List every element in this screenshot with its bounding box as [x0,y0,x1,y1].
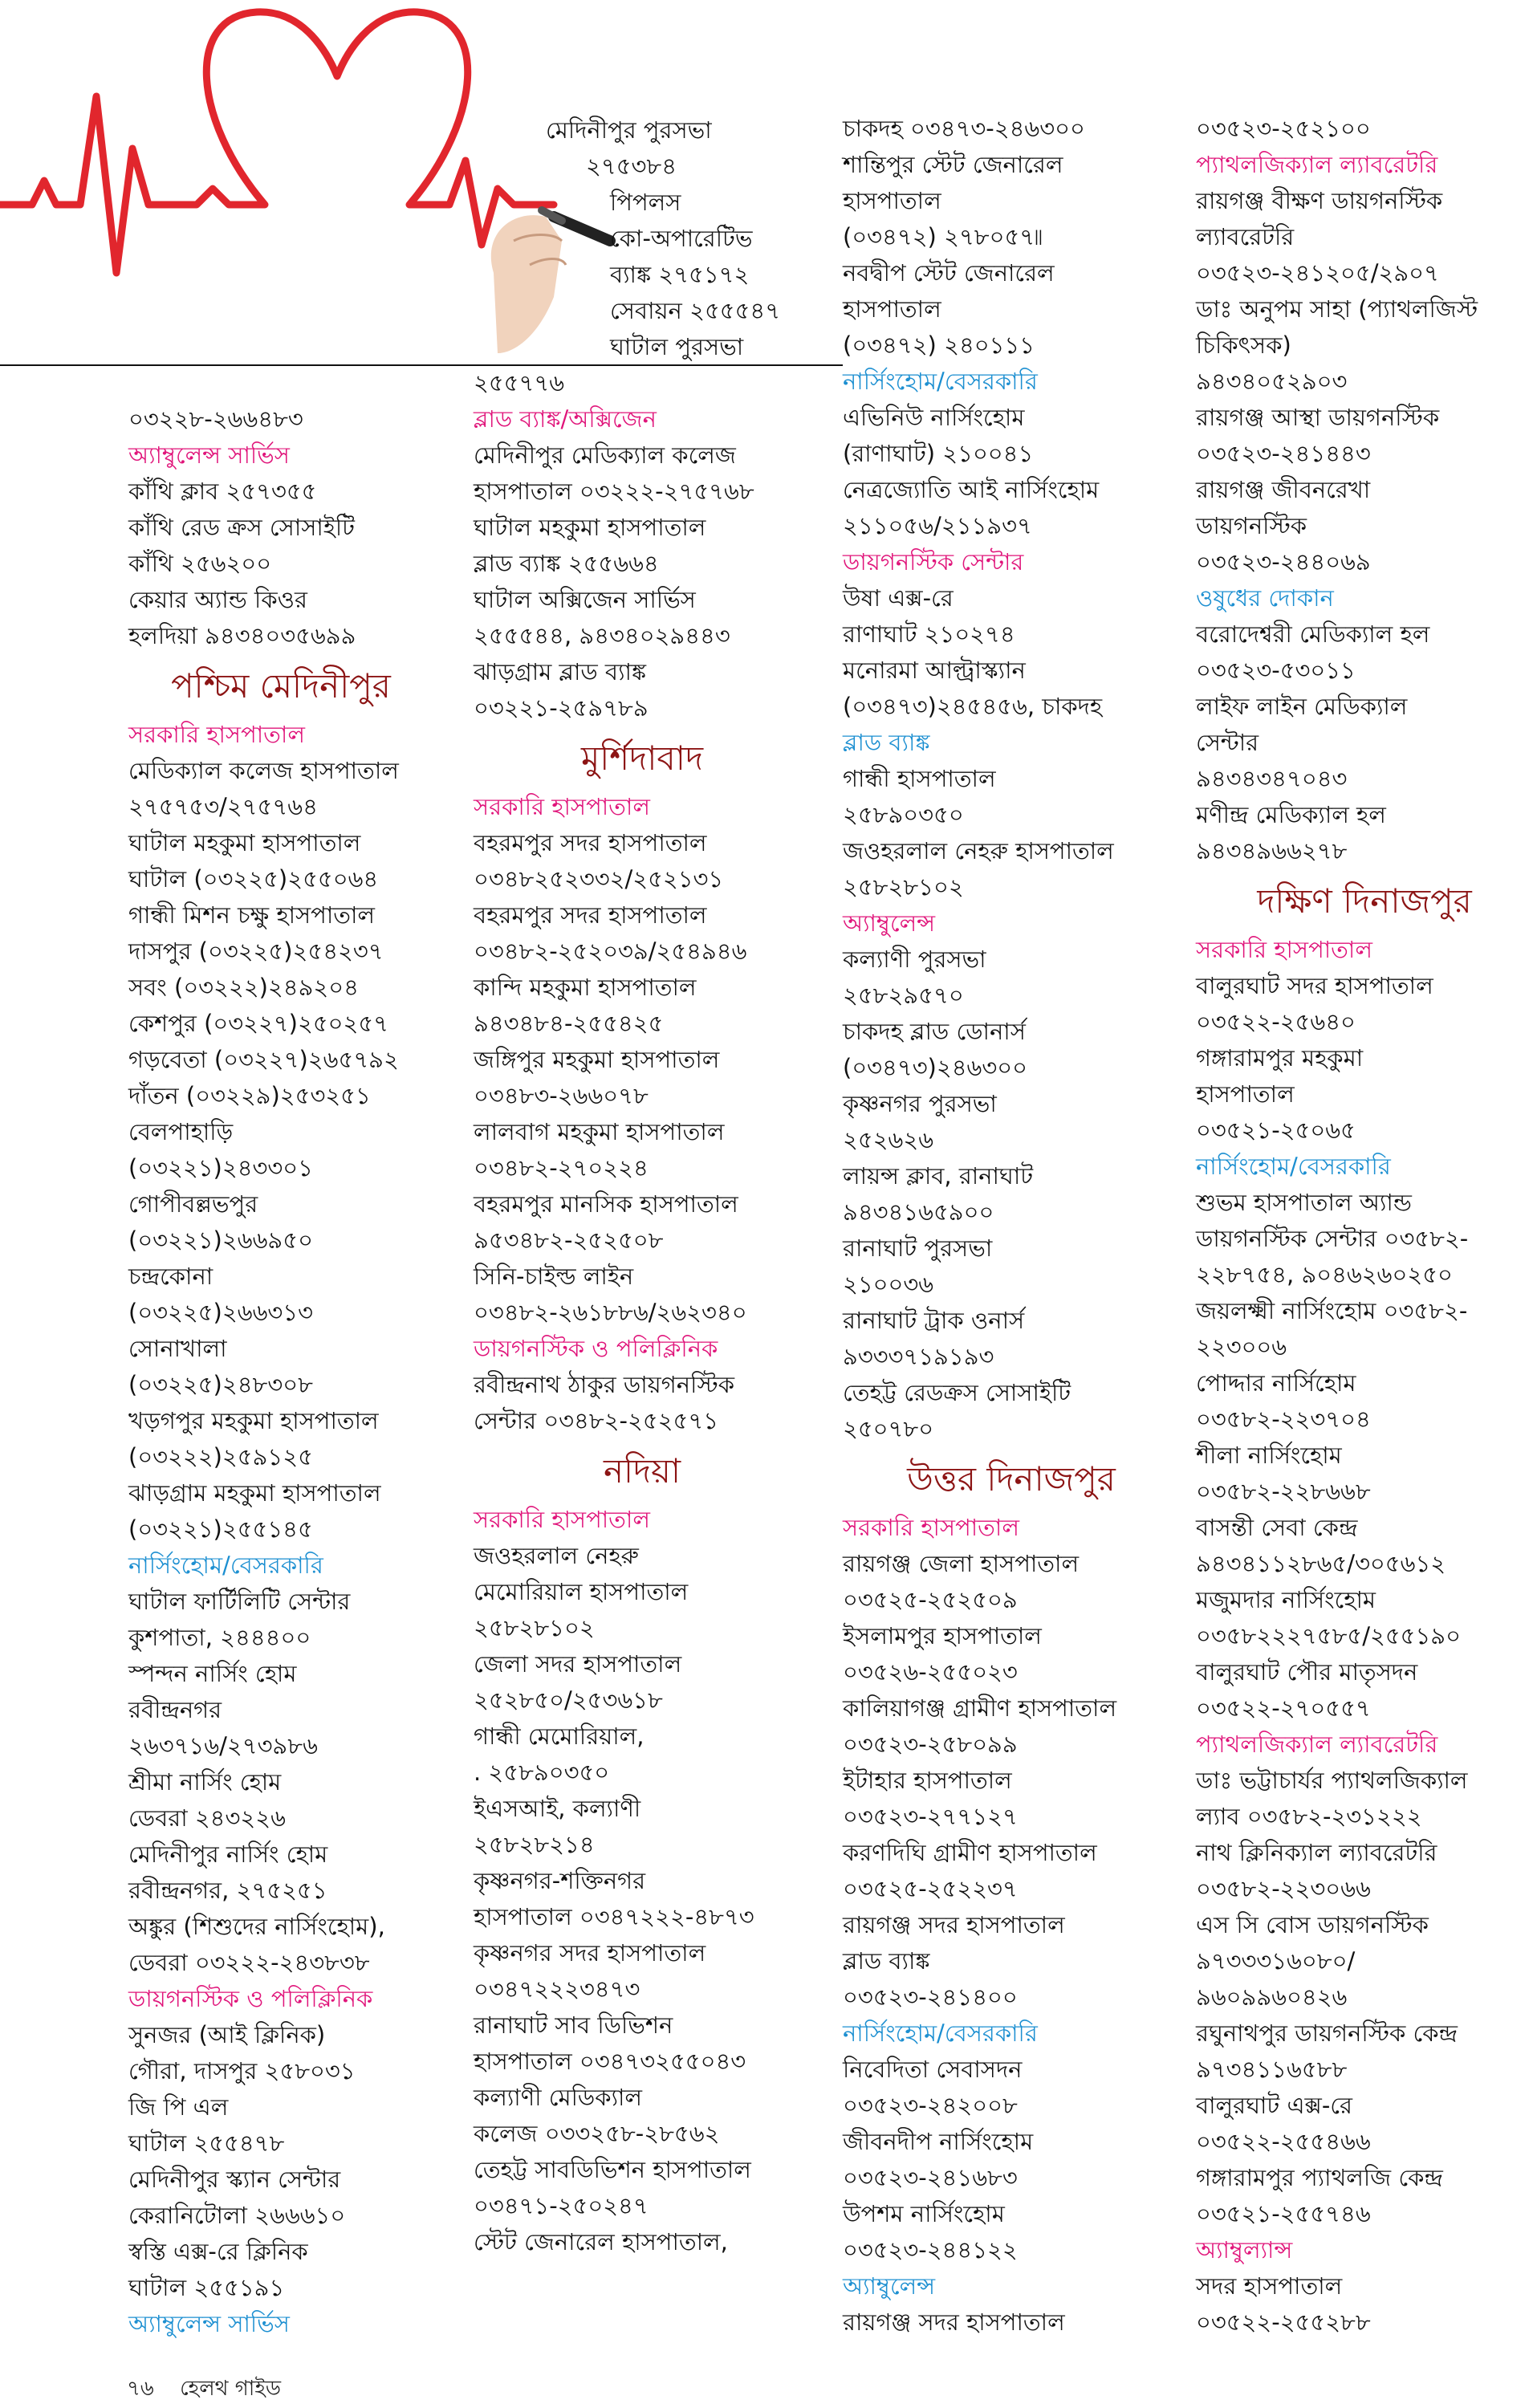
list-item: ০৩৫২৩-৫৩০১১ [1196,657,1356,684]
list-item: ২১১০৫৬/২১১৯৩৭ [843,512,1032,539]
column-3 [843,111,1180,2341]
list-item: দাসপুর (০৩২২৫)২৫৪২৩৭ [128,938,384,965]
list-item: ইএসআই, কল্যাণী [474,1795,641,1822]
list-item: ০৩৪৮৩-২৬৬০৭৮ [474,1082,649,1109]
list-item: সেবায়ন ২৫৫৫৪৭ [610,297,781,324]
list-item: স্টেট জেনারেল হাসপাতাল, [474,2228,728,2255]
list-item: ২৫৮৯০৩৫০ [843,801,964,828]
list-item: ২২৩০০৬ [1196,1333,1287,1361]
list-item: লালবাগ মহকুমা হাসপাতাল [474,1118,725,1145]
list-item: ২৭৫৩৮৪ [586,153,677,180]
list-item: ০৩৫৮২২২৭৫৮৫/২৫৫১৯০ [1196,1622,1461,1649]
section-heading: নার্সিংহোম/বেসরকারি [1196,1153,1391,1180]
list-item: তেহট্ট সাবডিভিশন হাসপাতাল [474,2156,751,2183]
section-heading: সরকারি হাসপাতাল [474,793,650,820]
list-item: খড়গপুর মহকুমা হাসপাতাল [128,1407,379,1434]
list-item: ব্যাঙ্ক ২৭৫১৭২ [610,261,750,288]
list-item: ঘাটাল অক্সিজেন সার্ভিস [474,586,696,613]
list-item: রায়গঞ্জ জেলা হাসপাতাল [843,1550,1080,1577]
list-item: রায়গঞ্জ আস্থা ডায়গনস্টিক [1196,404,1440,431]
list-item: লায়ন্স ক্লাব, রানাঘাট [843,1162,1034,1190]
list-item: ডায়গনস্টিক [1196,512,1307,539]
list-item: ০৩৫২৩-২৫৮০৯৯ [843,1731,1018,1758]
district-heading: মুর্শিদাবাদ [580,738,704,778]
section-heading: নার্সিংহোম/বেসরকারি [843,368,1038,395]
publication-title: হেলথ গাইড [180,2377,282,2401]
column-2 [474,365,811,2260]
list-item: ০৩৪৮২-২৬১৮৮৬/২৬২৩৪০ [474,1299,747,1326]
list-item: কল্যাণী মেডিক্যাল [474,2084,642,2111]
list-item: ২৫২৬২৬ [843,1126,934,1153]
list-item: সদর হাসপাতাল [1196,2272,1343,2300]
list-item: তেহট্ট রেডক্রস সোসাইটি [843,1379,1071,1406]
list-item: ৯৪৩৪৩৪৭০৪৩ [1196,765,1348,792]
section-heading: ডায়গনস্টিক ও পলিক্লিনিক [474,1335,718,1362]
list-item: রায়গঞ্জ জীবনরেখা [1196,476,1371,503]
list-item: ডেবরা ২৪৩২২৬ [128,1804,286,1832]
list-item: কেশপুর (০৩২২৭)২৫০২৫৭ [128,1010,389,1037]
column-1 [128,401,433,2342]
list-item: ২৭৫৭৫৩/২৭৫৭৬৪ [128,793,318,820]
list-item: সবং (০৩২২২)২৪৯২০৪ [128,974,359,1001]
list-item: ৯৭৩৪১১৬৫৮৮ [1196,2056,1348,2083]
list-item: ২৬৩৭১৬/২৭৩৯৮৬ [128,1732,318,1759]
list-item: ৯৩৩৩৭১৯১৯৩ [843,1343,994,1370]
list-item: (০৩২২১)২৪৩৩০১ [128,1154,313,1182]
list-item: ৯৪৩৪৮৪-২৫৫৪২৫ [474,1010,664,1037]
list-item: হলদিয়া ৯৪৩৪০৩৫৬৯৯ [128,622,356,649]
section-heading: নার্সিংহোম/বেসরকারি [128,1552,323,1579]
list-item: কৃষ্ণনগর-শক্তিনগর [474,1867,646,1894]
list-item: ২৫৮২৮১০২ [474,1614,595,1641]
list-item: ২২৮৭৫৪, ৯০৪৬২৬০২৫০ [1196,1261,1453,1288]
list-item: ০৩৫২৩-২৫২১০০ [1196,115,1371,142]
list-item: রায়গঞ্জ সদর হাসপাতাল [843,1911,1065,1938]
list-item: মেদিনীপুর নার্সিং হোম [128,1841,328,1868]
list-item: হাসপাতাল [843,187,941,214]
list-item: ৯৫৩৪৮২-২৫২৫০৮ [474,1226,664,1254]
list-item: কাঁথি ২৫৬২০০ [128,550,272,577]
section-heading: সরকারি হাসপাতাল [1196,936,1372,963]
list-item: ডেবরা ০৩২২২-২৪৩৮৩৮ [128,1949,370,1976]
list-item: ০৩৫২২-২৭০৫৫৭ [1196,1694,1371,1722]
list-item: (০৩২২৫)২৬৬৩১৩ [128,1299,313,1326]
list-item: ০৩৫২৩-২৪৪১২২ [843,2236,1018,2264]
list-item: ব্লাড ব্যাঙ্ক [843,1947,930,1975]
list-item: জওহরলাল নেহরু হাসপাতাল [843,837,1114,864]
list-item: জেলা সদর হাসপাতাল [474,1650,682,1678]
list-item: বাসন্তী সেবা কেন্দ্র [1196,1514,1358,1541]
list-item: রানাঘাট ট্রাক ওনার্স [843,1307,1025,1334]
list-item: ২১০০৩৬ [843,1271,934,1298]
list-item: স্বস্তি এক্স-রে ক্লিনিক [128,2238,308,2265]
heart-pulse-art [0,0,923,377]
list-item: ল্যাব ০৩৫৮২-২৩১২২২ [1196,1803,1422,1830]
list-item: কলেজ ০৩৩২৫৮-২৮৫৬২ [474,2120,720,2147]
list-item: কৃষ্ণনগর পুরসভা [843,1090,997,1117]
list-item: ডাঃ ভট্টাচার্যর প্যাথলজিক্যাল [1196,1767,1468,1794]
list-item: ০৩৪৭১-২৫০২৪৭ [474,2192,649,2219]
section-heading: ব্লাড ব্যাঙ্ক [843,729,930,756]
list-item: গান্ধী মিশন চক্ষু হাসপাতাল [128,901,376,929]
list-item: ০৩৫২৩-২৪১৪৪৩ [1196,440,1371,467]
list-item: দাঁতন (০৩২২৯)২৫৩২৫১ [128,1082,371,1109]
section-heading: সরকারি হাসপাতাল [128,721,305,748]
section-heading: প্যাথলজিক্যাল ল্যাবরেটরি [1196,151,1438,178]
list-item: জয়লক্ষ্মী নার্সিংহোম ০৩৫৮২- [1196,1297,1468,1324]
list-item: ২৫৫৫৪৪, ৯৪৩৪০২৯৪৪৩ [474,622,730,649]
section-heading: ডায়গনস্টিক ও পলিক্লিনিক [128,1985,373,2012]
list-item: রায়গঞ্জ সদর হাসপাতাল [843,2308,1065,2336]
list-item: গৌরা, দাসপুর ২৫৮০৩১ [128,2057,356,2085]
list-item: ৯৪৩৪১১২৮৬৫/৩০৫৬১২ [1196,1550,1446,1577]
list-item: ০৩৫৮২-২২৩০৬৬ [1196,1875,1371,1902]
list-item: ব্লাড ব্যাঙ্ক ২৫৫৬৬৪ [474,550,659,577]
list-item: ২৫৮২৮২১৪ [474,1831,595,1858]
page-footer [127,2372,281,2407]
list-item: ২৫৮২৮১০২ [843,873,964,901]
list-item: অঙ্কুর (শিশুদের নার্সিংহোম), [128,1913,385,1940]
list-item: কান্দি মহকুমা হাসপাতাল [474,974,697,1001]
list-item: ০৩৫২২-২৫৫৪৬৬ [1196,2128,1371,2155]
section-heading: সরকারি হাসপাতাল [843,1514,1019,1541]
list-item: কৃষ্ণনগর সদর হাসপাতাল [474,1939,706,1967]
list-item: ০৩৫২১-২৫০৬৫ [1196,1117,1356,1144]
list-item: ০৩২২১-২৫৯৭৮৯ [474,694,649,722]
district-heading: পশ্চিম মেদিনীপুর [171,666,391,706]
list-item: কেয়ার অ্যান্ড কিওর [128,586,307,613]
list-item: কল্যাণী পুরসভা [843,946,986,973]
list-item: ডায়গনস্টিক সেন্টার ০৩৫৮২- [1196,1225,1469,1252]
list-item: মেডিক্যাল কলেজ হাসপাতাল [128,757,399,784]
list-item: হাসপাতাল [1196,1080,1295,1108]
list-item: ০৩৪৮২৫২৩৩২/২৫২১৩১ [474,865,724,893]
list-item: মেমোরিয়াল হাসপাতাল [474,1578,689,1605]
list-item: মনোরমা আল্ট্রাস্ক্যান [843,657,1026,684]
list-item: সুনজর (আই ক্লিনিক) [128,2021,326,2048]
list-item: ঘাটাল ২৫৫১৯১ [128,2274,285,2301]
list-item: ০৩৪৮২-২৫২০৩৯/২৫৪৯৪৬ [474,938,747,965]
list-item: ডাঃ অনুপম সাহা (প্যাথলজিস্ট [1196,295,1478,323]
list-item: ঘাটাল মহকুমা হাসপাতাল [128,829,361,856]
list-item: কাঁথি রেড ক্রস সোসাইটি [128,514,355,541]
list-item: কালিয়াগঞ্জ গ্রামীণ হাসপাতাল [843,1694,1117,1722]
list-item: সেন্টার ০৩৪৮২-২৫২৫৭১ [474,1407,719,1434]
section-heading: অ্যাম্বুলেন্স সার্ভিস [128,441,290,469]
list-item: শ্রীমা নার্সিং হোম [128,1768,282,1796]
section-heading: সরকারি হাসপাতাল [474,1506,650,1533]
list-item: ০৩৫২৩-২৪২০০৮ [843,2092,1018,2119]
section-heading: ব্লাড ব্যাঙ্ক/অক্সিজেন [474,405,657,433]
list-item: রাণাঘাট ২১০২৭৪ [843,620,1015,648]
list-item: ইসলামপুর হাসপাতাল [843,1622,1042,1649]
list-item: বালুরঘাট সদর হাসপাতাল [1196,972,1433,999]
list-item: গঙ্গারামপুর মহকুমা [1196,1044,1364,1072]
list-item: মজুমদার নার্সিংহোম [1196,1586,1376,1613]
list-item: (০৩২২১)২৬৬৯৫০ [128,1226,313,1254]
list-item: (রাণাঘাট) ২১০০৪১ [843,440,1034,467]
list-item: মণীন্দ্র মেডিক্যাল হল [1196,801,1386,828]
list-item: ৯৪৩৪১৬৫৯০০ [843,1198,994,1226]
section-heading: ডায়গনস্টিক সেন্টার [843,548,1024,576]
top-text-block [546,112,780,365]
list-item: নবদ্বীপ স্টেট জেনারেল [843,259,1055,287]
section-heading: অ্যাম্বুলেন্স [843,909,936,937]
list-item: ২৫৮২৯৫৭০ [843,982,964,1009]
list-item: ৯৭৩৩৩১৬০৮০/ [1196,1947,1356,1975]
list-item: ০৩৫২৩-২৪১৪০০ [843,1983,1018,2011]
list-item: গঙ্গারামপুর প্যাথলজি কেন্দ্র [1196,2164,1443,2191]
list-item: ইটাহার হাসপাতাল [843,1767,1012,1794]
list-item: রঘুনাথপুর ডায়গনস্টিক কেন্দ্র [1196,2020,1458,2047]
list-item: ০৩৫৮২-২২৮৬৬৮ [1196,1478,1371,1505]
list-item: গান্ধী মেমোরিয়াল, [474,1723,645,1750]
section-heading: অ্যাম্বুলেন্স সার্ভিস [128,2310,290,2337]
list-item: উষা এক্স-রে [843,584,954,612]
list-item: শুভম হাসপাতাল অ্যান্ড [1196,1189,1412,1216]
list-item: ০৩৫২৬-২৫৫০২৩ [843,1658,1018,1686]
list-item: রবীন্দ্রনাথ ঠাকুর ডায়গনস্টিক [474,1371,734,1398]
list-item: ঝাড়গ্রাম মহকুমা হাসপাতাল [128,1479,381,1507]
page-number: ৭৬ [127,2377,154,2401]
list-item: রানাঘাট সাব ডিভিশন [474,2011,673,2039]
column-4 [1196,111,1533,2341]
list-item: এস সি বোস ডায়গনস্টিক [1196,1911,1429,1938]
list-item: ০৩৫২৩-২৪১৬৮৩ [843,2164,1018,2191]
district-heading: উত্তর দিনাজপুর [907,1459,1116,1499]
list-item: ০৩৫২২-২৫৫২৮৮ [1196,2308,1371,2336]
list-item: চাকদহ ব্লাড ডোনার্স [843,1018,1026,1045]
list-item: ৯৬০৯৯৬০৪২৬ [1196,1983,1348,2011]
list-item: ০৩৫৮২-২২৩৭০৪ [1196,1405,1371,1433]
list-item: (০৩২২৫)২৪৮৩০৮ [128,1371,313,1398]
list-item: বেলপাহাড়ি [128,1118,234,1145]
list-item: নেত্রজ্যোতি আই নার্সিংহোম [843,476,1100,503]
list-item: গোপীবল্লভপুর [128,1190,258,1218]
list-item: (০৩২২২)২৫৯১২৫ [128,1443,313,1470]
section-heading: প্যাথলজিক্যাল ল্যাবরেটরি [1196,1731,1438,1758]
list-item: ০৩৫২৩-২৪৪০৬৯ [1196,548,1371,576]
district-heading: দক্ষিণ দিনাজপুর [1257,881,1472,921]
list-item: সেন্টার [1196,729,1259,756]
list-item: রায়গঞ্জ বীক্ষণ ডায়গনস্টিক [1196,187,1443,214]
list-item: (০৩২২১)২৫৫১৪৫ [128,1515,313,1543]
list-item: কাঁথি ক্লাব ২৫৭৩৫৫ [128,478,317,505]
list-item: ০৩৫২৩-২৭৭১২৭ [843,1803,1018,1830]
list-item: নাথ ক্লিনিক্যাল ল্যাবরেটরি [1196,1839,1437,1866]
list-item: শীলা নার্সিংহোম [1196,1442,1342,1469]
list-item: পোদ্দার নার্সিহোম [1196,1369,1356,1397]
district-heading: নদিয়া [603,1451,681,1491]
list-item: ০৩৪৮২-২৭০২২৪ [474,1154,649,1182]
list-item: লাইফ লাইন মেডিক্যাল [1196,693,1408,720]
list-item: পিপলস [610,189,681,216]
list-item: ০৩৫২১-২৫৫৭৪৬ [1196,2200,1371,2227]
list-item: কো-অপারেটিভ [610,225,753,252]
list-item: মেদিনীপুর স্ক্যান সেন্টার [128,2166,341,2193]
list-item: নিবেদিতা সেবাসদন [843,2056,1023,2083]
list-item: বরোদেশ্বরী মেডিক্যাল হল [1196,620,1430,648]
list-item: বহরমপুর সদর হাসপাতাল [474,829,707,856]
list-item: ঘাটাল ফার্টিলিটি সেন্টার [128,1588,351,1615]
section-heading: অ্যাম্বুলেন্স [843,2272,936,2300]
list-item: চাকদহ ০৩৪৭৩-২৪৬৩০০ [843,115,1085,142]
list-item: (০৩৪৭২) ২৪০১১১ [843,332,1035,359]
list-item: ঘাটাল ২৫৫৪৭৮ [128,2129,285,2157]
list-item: হাসপাতাল ০৩৪৭২২২-৪৮৭৩ [474,1903,754,1930]
list-item: রবীন্দ্রনগর [128,1696,222,1723]
list-item: হাসপাতাল ০৩৪৭৩২৫৫০৪৩ [474,2048,746,2075]
list-item: (০৩৪৭৩)২৪৬৩০০ [843,1054,1027,1081]
section-heading: অ্যাম্বুল্যান্স [1196,2236,1293,2264]
list-item: স্পন্দন নার্সিং হোম [128,1660,297,1687]
list-item: ২৫০৭৮০ [843,1415,934,1442]
list-item: করণদিঘি গ্রামীণ হাসপাতাল [843,1839,1097,1866]
list-item: জি পি এল [128,2093,229,2121]
heart-pulse-icon [0,12,554,273]
list-item: ২৫৫৭৭৬ [474,369,565,397]
list-item: (০৩৪৭২) ২৭৮০৫৭৷৷ [843,223,1043,250]
list-item: ০৩৫২৩-২৪১২০৫/২৯০৭ [1196,259,1439,287]
list-item: গড়বেতা (০৩২২৭)২৬৫৭৯২ [128,1046,399,1073]
list-item: (০৩৪৭৩)২৪৫৪৫৬, চাকদহ [843,693,1103,720]
list-item: ঘাটাল মহকুমা হাসপাতাল [474,514,706,541]
list-item: সিনি-চাইল্ড লাইন [474,1263,634,1290]
list-item: শান্তিপুর স্টেট জেনারেল [843,151,1063,178]
list-item: . ২৫৮৯০৩৫০ [474,1759,610,1786]
list-item: জওহরলাল নেহরু [474,1542,639,1569]
list-item: বালুরঘাট এক্স-রে [1196,2092,1353,2119]
list-item: ৯৪৩৪০৫২৯০৩ [1196,368,1348,395]
list-item: চন্দ্রকোনা [128,1263,213,1290]
list-item: কেরানিটোলা ২৬৬৬১০ [128,2202,346,2229]
list-item: ০৩৫২৫-২৫২৫০৯ [843,1586,1018,1613]
list-item: ০৩৫২৫-২৫২২৩৭ [843,1875,1018,1902]
list-item: বালুরঘাট পৌর মাতৃসদন [1196,1658,1418,1686]
list-item: সোনাখালা [128,1335,227,1362]
list-item: ০৩২২৮-২৬৬৪৮৩ [128,405,303,433]
list-item: জঙ্গিপুর মহকুমা হাসপাতাল [474,1046,720,1073]
list-item: হাসপাতাল ০৩২২২-২৭৫৭৬৮ [474,478,754,505]
list-item: ঝাড়গ্রাম ব্লাড ব্যাঙ্ক [474,658,647,685]
list-item: ০৩৪৭২২২৩৪৭৩ [474,1975,640,2003]
list-item: মেদিনীপুর মেডিক্যাল কলেজ [474,441,736,469]
list-item: রানাঘাট পুরসভা [843,1235,993,1262]
list-item: ঘাটাল পুরসভা [610,333,744,360]
section-heading: ওষুধের দোকান [1196,584,1334,612]
list-item: জীবনদীপ নার্সিংহোম [843,2128,1034,2155]
list-item: ল্যাবরেটরি [1196,223,1295,250]
list-item: গান্ধী হাসপাতাল [843,765,996,792]
list-item: মেদিনীপুর পুরসভা [546,116,712,144]
list-item: এভিনিউ নার্সিংহোম [843,404,1025,431]
list-item: ৯৪৩৪৯৬৬২৭৮ [1196,837,1348,864]
list-item: ঘাটাল (০৩২২৫)২৫৫০৬৪ [128,865,379,893]
list-item: চিকিৎসক) [1196,332,1291,359]
list-item: রবীন্দ্রনগর, ২৭৫২৫১ [128,1877,327,1904]
list-item: ০৩৫২২-২৫৬৪০ [1196,1008,1356,1035]
list-item: বহরমপুর সদর হাসপাতাল [474,901,707,929]
list-item: ২৫২৮৫০/২৫৩৬১৮ [474,1686,663,1714]
list-item: হাসপাতাল [843,295,941,323]
list-item: বহরমপুর মানসিক হাসপাতাল [474,1190,738,1218]
section-heading: নার্সিংহোম/বেসরকারি [843,2020,1038,2047]
list-item: উপশম নার্সিংহোম [843,2200,1005,2227]
list-item: কুশপাতা, ২৪৪৪০০ [128,1624,311,1651]
